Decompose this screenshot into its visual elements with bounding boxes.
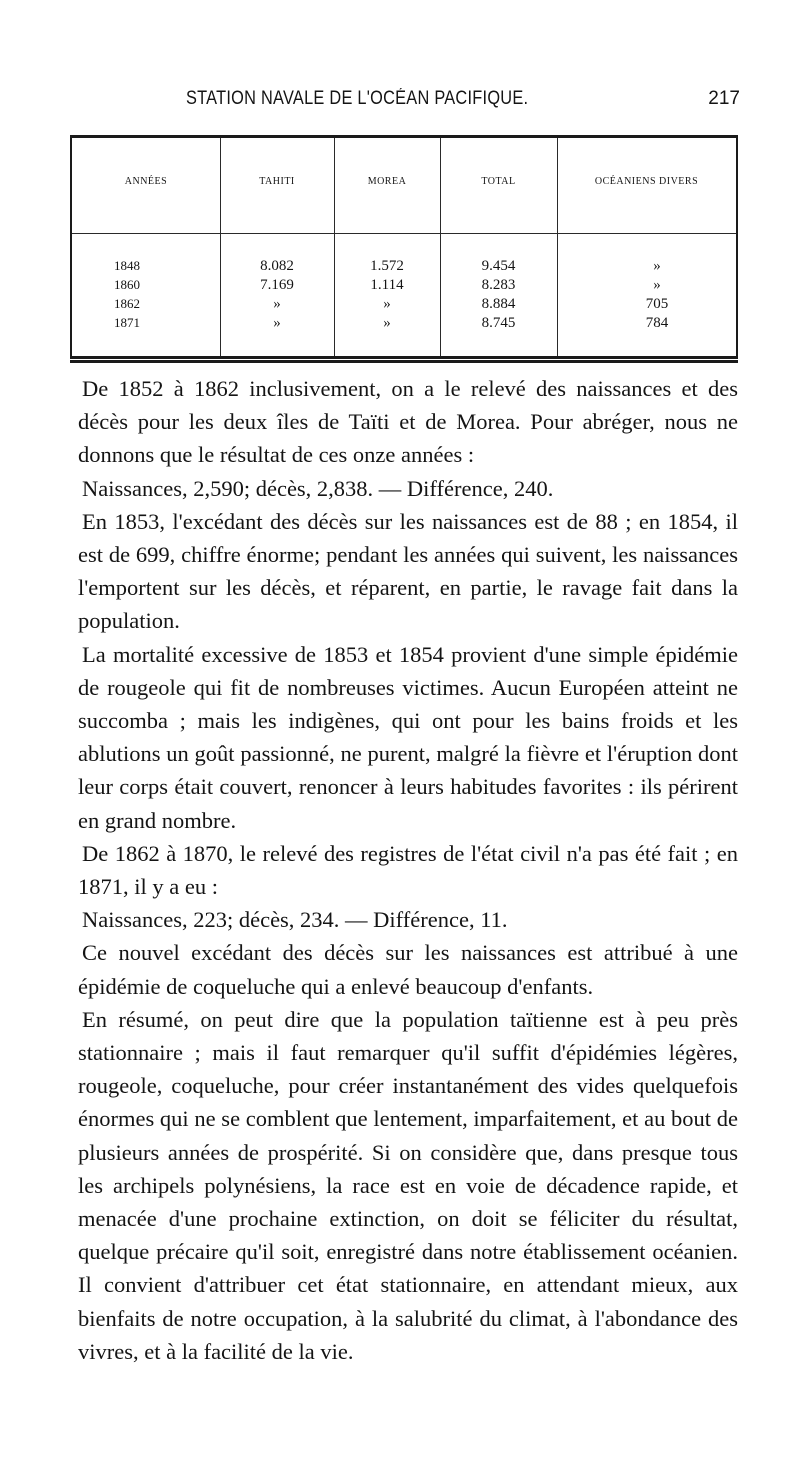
header-annees: ANNÉES <box>124 176 168 187</box>
cell-total: 8.884 <box>481 296 516 312</box>
header-morea: MOREA <box>367 176 407 187</box>
running-title: STATION NAVALE DE L'OCÉAN PACIFIQUE. <box>186 88 529 109</box>
cell-morea: 1.572 <box>370 258 404 274</box>
paragraph-registers-1862-1870: De 1862 à 1870, le relevé des registres de l'état civil n'a pas été fait ; en 1871, il y a eu : <box>78 840 738 900</box>
paragraph-summary-figures-1871: Naissances, 223; décès, 234. — Différence, 11. <box>82 907 508 933</box>
running-head <box>70 88 740 118</box>
population-table <box>70 135 738 359</box>
header-tahiti: TAHITI <box>259 176 295 187</box>
cell-tahiti: 7.169 <box>260 277 294 293</box>
cell-year: 1871 <box>114 315 140 330</box>
cell-oceaniens: 705 <box>645 296 669 312</box>
cell-total: 8.283 <box>481 277 516 293</box>
cell-tahiti: » <box>273 315 281 331</box>
paragraph-births-deaths-1852-1862: De 1852 à 1862 inclusivement, on a le relevé des naissances et des décès pour les deux îles de Taïti et de Morea. Pour abréger, nous ne donnons que le résultat de ces onze années : <box>78 376 738 468</box>
paragraph-measles-epidemic: La mortalité excessive de 1853 et 1854 provient d'une simple épidémie de rougeole qui fit de nombreuses victimes. Aucun Européen atteint ne succomba ; mais les indigènes, qui ont pour les bains froids et les ablutions un goût passionné, ne purent, malgré la fièvre et l'éruption dont leur corps était couvert, renoncer à leurs habitudes favorites : ils périrent en grand nombre. <box>78 641 738 833</box>
cell-morea: 1.114 <box>370 277 404 293</box>
page-number: 217 <box>708 88 740 109</box>
header-total: TOTAL <box>481 176 516 187</box>
cell-tahiti: » <box>273 296 281 312</box>
cell-morea: » <box>383 315 391 331</box>
header-rule <box>72 233 736 234</box>
cell-oceaniens: » <box>653 277 661 293</box>
table-row <box>72 258 736 278</box>
paragraph-summary-figures-1852: Naissances, 2,590; décès, 2,838. — Différence, 240. <box>82 475 554 501</box>
cell-year: 1848 <box>114 258 140 273</box>
cell-morea: » <box>383 296 391 312</box>
cell-oceaniens: 784 <box>645 315 669 331</box>
header-oceaniens-divers: OCÉANIENS DIVERS <box>594 176 699 187</box>
table-row <box>72 315 736 335</box>
body-text <box>78 372 738 1368</box>
paragraph-conclusion: En résumé, on peut dire que la population taïtienne est à peu près stationnaire ; mais il faut remarquer qu'il suffit d'épidémies légères, rougeole, coqueluche, pour créer instantanément des vides quelquefois énormes qui ne se comblent que lentement, imparfaitement, et au bout de plusieurs années de prospérité. Si on considère que, dans presque tous les archipels polynésiens, la race est en voie de décadence rapide, et menacée d'une prochaine extinction, on doit se féliciter du résultat, quelque précaire qu'il soit, enregistré dans notre établissement océanien. Il convient d'attribuer cet état stationnaire, en attendant mieux, aux bienfaits de notre occupation, à la salubrité du climat, à l'abondance des vivres, et à la facilité de la vie. <box>78 1006 738 1364</box>
cell-year: 1860 <box>114 277 140 292</box>
cell-tahiti: 8.082 <box>260 258 294 274</box>
cell-total: 9.454 <box>481 258 516 274</box>
table-row <box>72 277 736 297</box>
cell-year: 1862 <box>114 296 140 311</box>
cell-total: 8.745 <box>481 315 516 331</box>
cell-oceaniens: » <box>653 258 661 274</box>
paragraph-whooping-cough: Ce nouvel excédant des décès sur les naissances est attribué à une épidémie de coqueluche qui a enlevé beaucoup d'enfants. <box>78 940 738 999</box>
paragraph-excess-1853-1854: En 1853, l'excédant des décès sur les naissances est de 88 ; en 1854, il est de 699, chiffre énorme; pendant les années qui suivent, les naissances l'emportent sur les décès, et réparent, en partie, le ravage fait dans la population. <box>78 508 738 634</box>
table-row <box>72 296 736 316</box>
